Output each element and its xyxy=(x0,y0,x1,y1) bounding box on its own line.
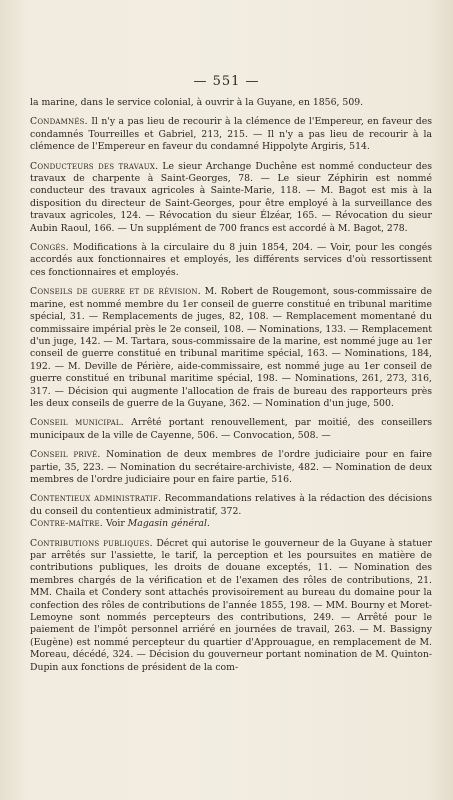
page-number: — 551 — xyxy=(193,74,260,89)
entry-text: M. Robert de Rougemont, sous-commissaire de marine, est nommé membre du 1er conseil de guerre constitué en tribunal maritime spécial, 31. — Remplacements de juges, 82, 108. — Remplacement momentané du commissaire impérial près le 2e conseil, 108. — Nominations, 133. — Remplacement d'un juge, 142. — M. Tartara, sous-commissaire de la marine, est nommé juge au 1er conseil de guerre constitué en tribunal maritime spécial, 163. — Nominations, 184, 192. — M. Deville de Périère, aide-commissaire, est nommé juge au 1er conseil de guerre constitué en tribunal maritime spécial, 198. — Nominations, 261, 273, 316, 317. — Décision qui augmente l'allocation de frais de bureau des rapporteurs près les deux conseils de guerre de la Guyane, 362. — Nomination d'un juge, 500. xyxy=(30,286,432,409)
entry-continuation xyxy=(30,97,432,109)
entry-conges xyxy=(30,242,432,279)
entry-heading: Conseils de guerre et de révision. xyxy=(30,286,201,298)
entry-reference: Magasin général. xyxy=(127,518,210,530)
entry-text: Arrêté portant renouvellement, par moitié, des conseillers municipaux de la ville de Cayenne, 506. — Convocation, 508. — xyxy=(30,417,433,441)
entry-text: Le sieur Archange Duchêne est nommé conducteur des travaux de charpente à Saint-Georges, 78. — Le sieur Zéphirin est nommé conducteur des travaux agricoles à Sainte-Marie, 118. — M. Bagot est mis à la disposition du directeur de Saint-Georges, pour être employé à la surveillance des travaux agricoles, 124. — Révocation du sieur Élzéar, 165. — Révocation du sieur Aubin Raoul, 166. — Un supplément de 700 francs est accordé à M. Bagot, 278. xyxy=(30,160,432,234)
entry-heading: Contre-maître. xyxy=(30,518,103,530)
entry-contributions xyxy=(30,538,432,674)
entry-text: Nomination de deux membres de l'ordre judiciaire pour en faire partie, 35, 223. — Nomination du secrétaire-archiviste, 482. — Nomination de deux membres de l'ordre judiciaire pour en faire partie, 516. xyxy=(30,449,432,485)
entry-text: Il n'y a pas lieu de recourir à la clémence de l'Empereur, en faveur des condamnés Tourreilles et Gabriel, 213, 215. — Il n'y a pas lieu de recourir à la clémence de l'Empereur en faveur du condamné Hippolyte Argiris, 514. xyxy=(30,116,432,153)
entry-conseil-municipal xyxy=(30,417,432,442)
index-text xyxy=(30,97,432,681)
entry-text: Recommandations relatives à la rédaction des décisions du conseil du contentieux administratif, 372. xyxy=(30,493,432,517)
entry-heading: Condamnés. xyxy=(30,116,88,128)
entry-heading: Conseil privé. xyxy=(30,449,101,461)
entry-conseil-prive xyxy=(30,449,432,486)
entry-heading: Contributions publiques. xyxy=(30,537,153,549)
entry-heading: Conducteurs des travaux. xyxy=(30,160,159,172)
entry-contre-maitre xyxy=(30,518,432,530)
entry-text: Modifications à la circulaire du 8 juin 1854, 204. — Voir, pour les congés accordés aux fonctionnaires et employés, les différents services d'où ressortissent ces fonctionnaires et employés. xyxy=(30,242,432,278)
entry-text: Voir xyxy=(105,518,125,530)
entry-text: la marine, dans le service colonial, à ouvrir à la Guyane, en 1856, 509. xyxy=(30,97,364,108)
entry-heading: Congés. xyxy=(30,242,69,254)
entry-conseils-guerre xyxy=(30,286,432,410)
entry-text: Décret qui autorise le gouverneur de la Guyane à statuer par arrêtés sur l'assiette, le tarif, la perception et les poursuites en matière de contributions publiques, les droits de douane exceptés, 11. — Nomination des membres chargés de la vérification et de l'examen des rôles de contributions, 21. MM. Chaila et Condery sont attachés provisoirement au bureau du domaine pour la confection des rôles de contributions de l'année 1855, 198. — MM. Bourny et Moret-Lemoyne sont nommés percepteurs des contributions, 249. — Arrêté pour le paiement de l'impôt personnel arriéré en journées de travail, 263. — M. Bassigny (Eugène) est nommé percepteur du quartier d'Approuague, en remplacement de M. Moreau, décédé, 324. — Décision du gouverneur portant nomination de M. Quinton-Dupin aux fonctions de président de la com- xyxy=(30,537,432,673)
entry-contentieux xyxy=(30,493,432,518)
entry-heading: Conseil municipal. xyxy=(30,417,124,429)
entry-condamnes xyxy=(30,116,432,153)
entry-conducteurs xyxy=(30,161,432,235)
entry-heading: Contentieux administratif. xyxy=(30,493,162,505)
